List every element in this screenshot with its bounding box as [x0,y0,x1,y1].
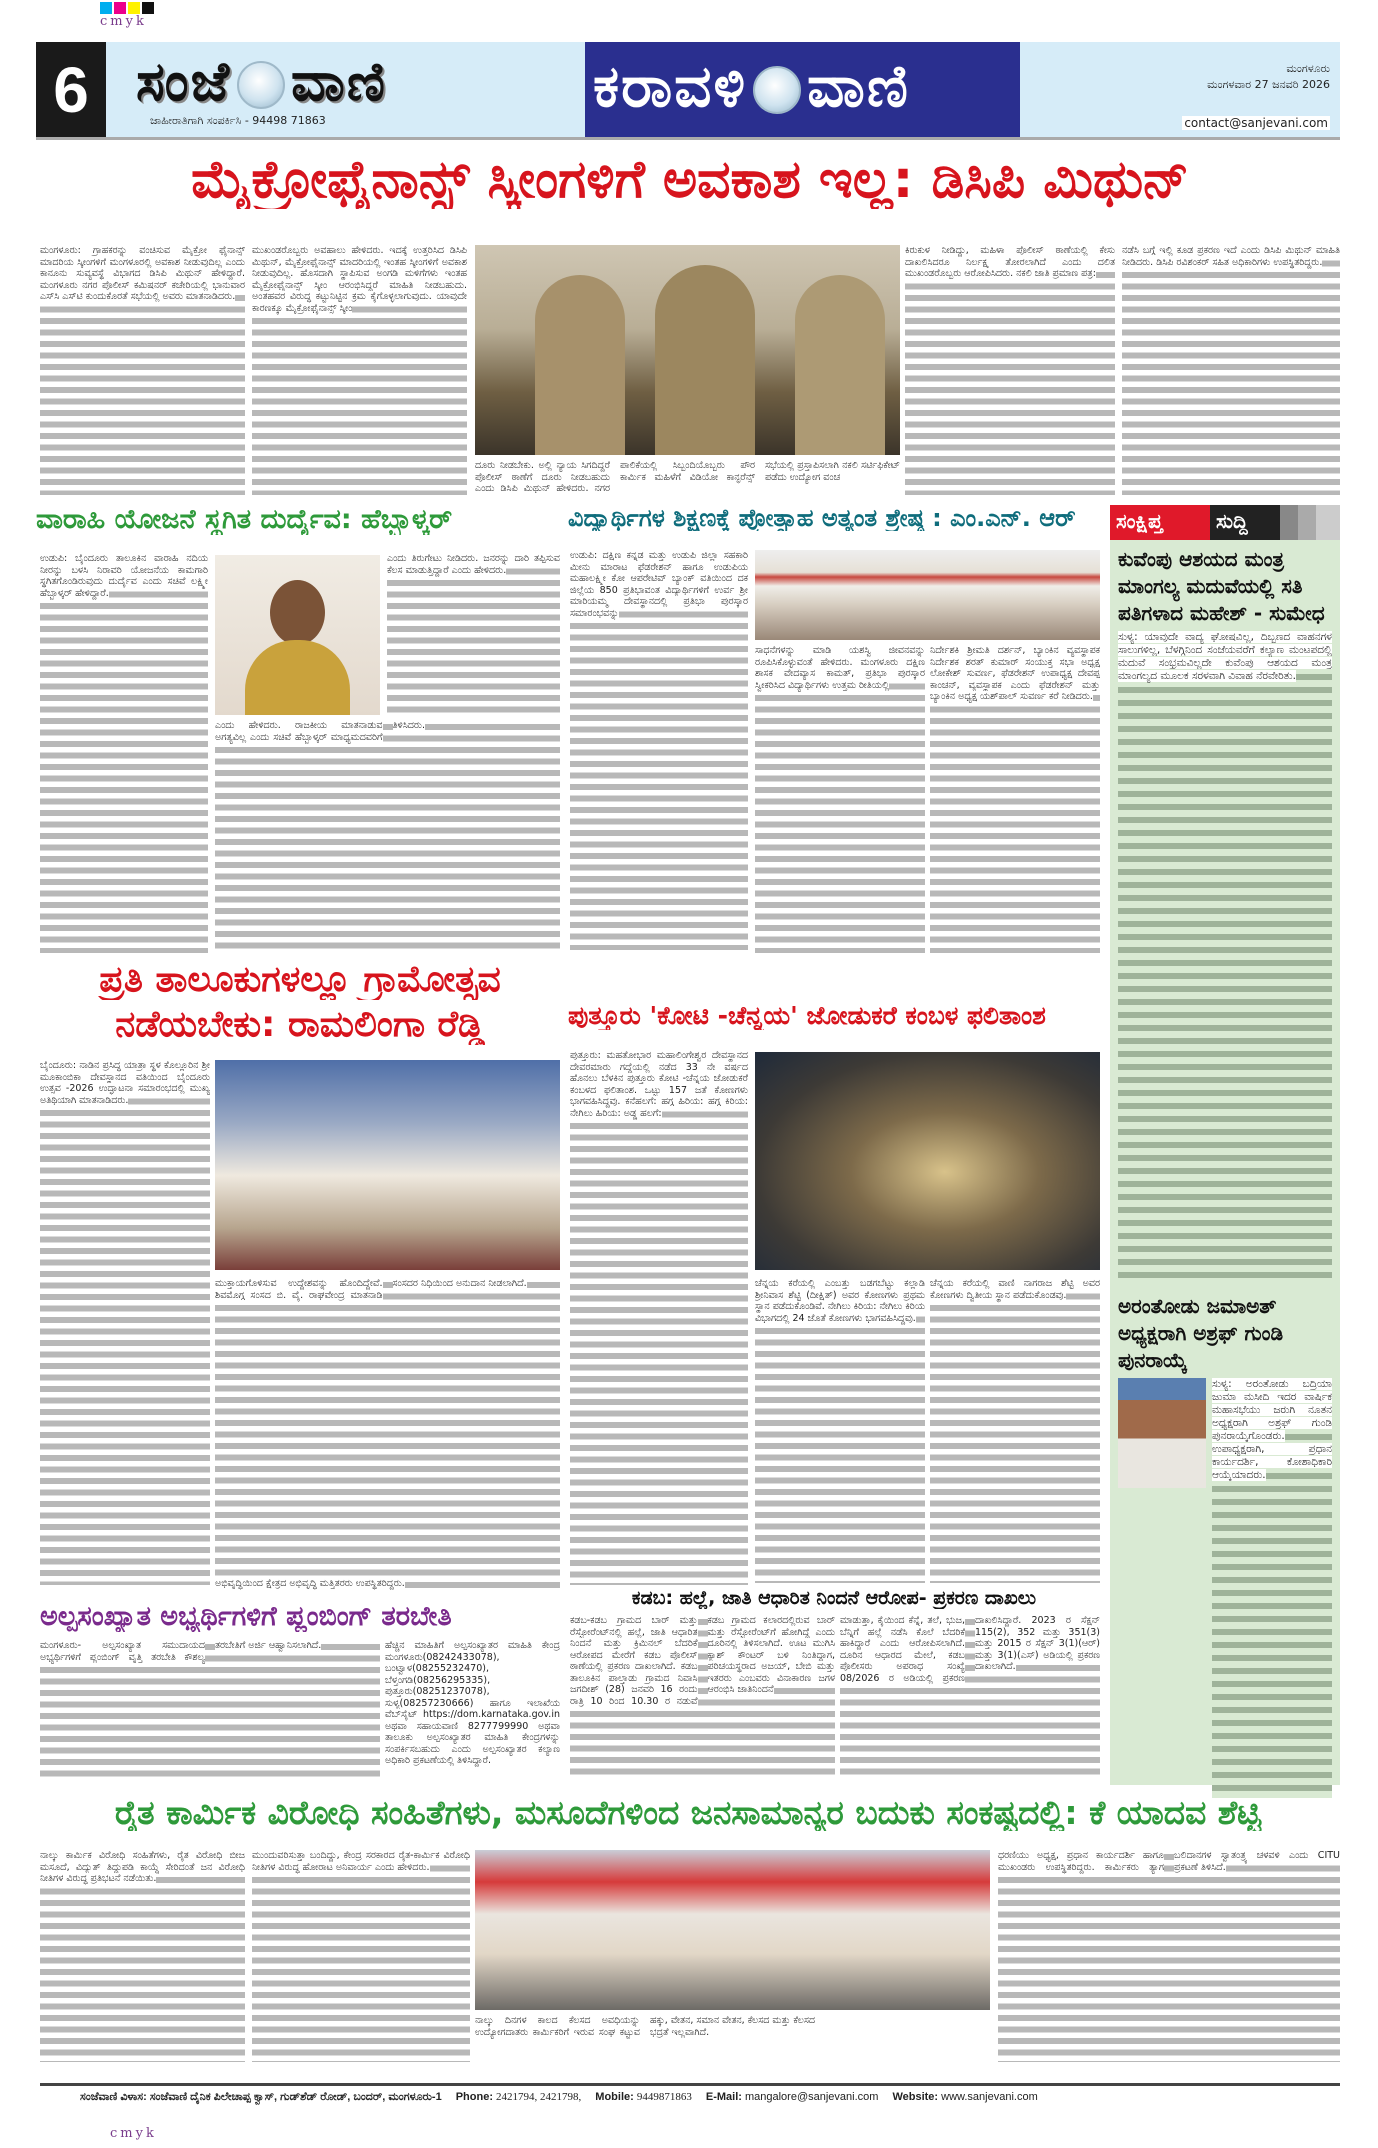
kadaba-body-2: ಮಾಡುತ್ತಾ, ಕೈಯಿಂದ ಕೆನ್ನೆ, ತಲೆ, ಭುಜ, ಬೆನ್ನಿಗೆ ಹಲ್ಲೆ ನಡೆಸಿ ಕೊಲೆ ಬೆದರಿಕೆ ಹಾಕಿದ್ದಾರೆ ಎಂದು ಆರೋಪಿಸಲಾಗಿದೆ. ದೂರಿನ ಆಧಾರದ ಮೇಲೆ, ಕಡಬ ಪೊಲೀಸರು ಅಪರಾಧ ಸಂಖ್ಯೆ 08/2026 ರ ಅಡಿಯಲ್ಲಿ ಪ್ರಕರಣ ದಾಖಲಿಸಿದ್ದಾರೆ. 2023 ರ ಸೆಕ್ಷನ್ 115(2), 352 ಮತ್ತು 351(3) ಮತ್ತು 2015 ರ ಸೆಕ್ಷನ್ 3(1)(ಆರ್) ಮತ್ತು 3(1)(ಎಸ್) ಅಡಿಯಲ್ಲಿ ಪ್ರಕರಣ ದಾಖಲಾಗಿದೆ. [840,1615,1100,1780]
lead-body-1: ಮಂಗಳೂರು: ಗ್ರಾಹಕರನ್ನು ವಂಚಿಸುವ ಮೈಕ್ರೋ ಫೈನಾನ್ಸ್ ಮಾದರಿಯ ಸ್ಕೀಂಗಳಿಗೆ ಮಂಗಳೂರಲ್ಲಿ ಅವಕಾಶ ನೀಡುವುದಿಲ್ಲ ಎಂದು ಕಾನೂನು ಸುವ್ಯವಸ್ಥೆ ವಿಭಾಗದ ಡಿಸಿಪಿ ಮಿಥುನ್ ಹೇಳಿದ್ದಾರೆ. ಮಂಗಳೂರು ನಗರ ಪೊಲೀಸ್ ಕಮಿಷನರ್ ಕಚೇರಿಯಲ್ಲಿ ಭಾನುವಾರ ಎಸ್‌ಸಿ ಎಸ್‌ಟಿ ಕುಂದುಕೊರತೆ ಸಭೆಯಲ್ಲಿ ಅವರು ಮಾತನಾಡಿದರು. [40,245,245,495]
footer-info: ಸಂಜೆವಾಣಿ ವಿಳಾಸ: ಸಂಜೆವಾಣಿ ದೈನಿಕ ಪಿಲೇಚಾಪ್ಪ ಕ್ವಾಸ್, ಗುಡ್‌ಶೆಡ್ ರೋಡ್, ಬಂದರ್, ಮಂಗಳೂರು-1 Phone: 2421794, 2421798, Mobile: 9449871863 E-Mail: mangalore@sanjevani.com Website: www.sanjevani.com [80,2091,1038,2103]
plumbing-body-1: ಮಂಗಳೂರು- ಅಲ್ಪಸಂಖ್ಯಾತ ಸಮುದಾಯದ ಅಭ್ಯರ್ಥಿಗಳಿಗೆ ಪ್ಲಂಬಿಂಗ್ ವೃತ್ತಿ ತರಬೇತಿ ಕೌಶಲ್ಯ ತರಬೇತಿಗೆ ಅರ್ಜಿ ಆಹ್ವಾನಿಸಲಾಗಿದೆ. [40,1640,380,1780]
brief-item-2-headline: ಅರಂತೋಡು ಜಮಾಅತ್ ಅಧ್ಯಕ್ಷರಾಗಿ ಅಶ್ರಫ್ ಗುಂಡಿ ಪುನರಾಯ್ಕೆ [1118,1294,1284,1372]
kambala-body-3: ಚೆನ್ನಯ ಕರೆಯಲ್ಲಿ ವಾಣಿ ನಾಗರಾಜ ಶೆಟ್ಟಿ ಅವರ ಕೋಣಗಳು ದ್ವಿತೀಯ ಸ್ಥಾನ ಪಡೆದುಕೊಂಡವು. [930,1278,1100,1583]
students-body-3: ನಿರ್ದೇಶಕಿ ಶ್ರೀಮತಿ ದರ್ಶನ್, ಬ್ಯಾಂಕಿನ ವ್ಯವಸ್ಥಾಪಕ ನಿರ್ದೇಶಕ ಶರತ್ ಕುಮಾರ್ ಸಂಯುಕ್ತ ಸಭಾ ಅಧ್ಯಕ್ಷ ಲೋಕೇಶ್ ಸುವರ್ಣ, ಫೆಡರೇಶನ್ ಉಪಾಧ್ಯಕ್ಷ ದೇವಪ್ಪ ಕಾಂಚನ್, ವ್ಯವಸ್ಥಾಪಕ ಎಂದು ಫೆಡರೇಶನ್ ಮತ್ತು ಬ್ಯಾಂಕಿನ ಅಧ್ಯಕ್ಷ ಯಶ್‌ಪಾಲ್ ಸುವರ್ಣ ಕರೆ ನೀಡಿದರು. [930,645,1100,953]
brief-item-2-portrait [1118,1378,1206,1488]
students-headline: ವಿದ್ಯಾರ್ಥಿಗಳ ಶಿಕ್ಷಣಕ್ಕೆ ಪ್ರೋತ್ಸಾಹ ಅತ್ಯಂತ ಶ್ರೇಷ್ಠ : ಎಂ.ಎನ್. ಆರ್ [568,505,1076,532]
bird-emblem-icon [237,61,285,109]
kadaba-body-1: ಕಡಬ-ಕಡಬ ಗ್ರಾಮದ ಬಾರ್ ಮತ್ತು ರೆಸ್ಟೋರೆಂಟ್‌ನಲ್ಲಿ ಹಲ್ಲೆ, ಜಾತಿ ಆಧಾರಿತ ನಿಂದನೆ ಮತ್ತು ಕ್ರಿಮಿನಲ್ ಬೆದರಿಕೆ ಆರೋಪದ ಮೇರೆಗೆ ಕಡಬ ಪೊಲೀಸ್ ಠಾಣೆಯಲ್ಲಿ ಪ್ರಕರಣ ದಾಖಲಾಗಿದೆ. ಕಡಬ ತಾಲೂಕಿನ ಪಾಲ್ತಾಡು ಗ್ರಾಮದ ನಿವಾಸಿ ಜಗದೀಶ್ (28) ಜನವರಿ 16 ರಂದು ರಾತ್ರಿ 10 ರಿಂದ 10.30 ರ ನಡುವೆ ಕಡಬ ಗ್ರಾಮದ ಕಲಾರದಲ್ಲಿರುವ ಬಾರ್ ಮತ್ತು ರೆಸ್ಟೋರೆಂಟ್‌ಗೆ ಹೋಗಿದ್ದೆ ಎಂದು ದೂರಿನಲ್ಲಿ ತಿಳಿಸಲಾಗಿದೆ. ಊಟ ಮುಗಿಸಿ ಕ್ಯಾಶ್ ಕೌಂಟರ್ ಬಳಿ ನಿಂತಿದ್ದಾಗ, ಪರಿಚಯಸ್ಥರಾದ ಅಜಯ್, ಬೇಬಿ ಮತ್ತು ಇತರರು ಎಂಬವರು ವಿನಾಕಾರಣ ಜಗಳ ಆರಂಭಿಸಿ ಜಾತಿನಿಂದನೆ [570,1615,835,1780]
lead-body-2: ಮುಖಂಡರೊಬ್ಬರು ಅವಹಾಲು ಹೇಳಿದರು. ಇದಕ್ಕೆ ಉತ್ತರಿಸಿದ ಡಿಸಿಪಿ ಮಿಥುನ್, ಮೈಕ್ರೋಫೈನಾನ್ಸ್ ಮಾದರಿಯಲ್ಲಿ ಇಂತಹ ಸ್ಕೀಂಗಳಿಗೆ ಅವಕಾಶ ನೀಡುವುದಿಲ್ಲ. ಹೊಸದಾಗಿ ಸ್ಥಾಪಿಸುವ ಅಂಗಡಿ ಮಳಿಗೆಗಳು ಇಂತಹ ಮೈಕ್ರೋಫೈನಾನ್ಸ್ ಸ್ಕೀಂ ಆರಂಭಿಸಿದ್ದರೆ ಮಾಹಿತಿ ನೀಡಬಹುದು. ಅಂತಹವರ ವಿರುದ್ಧ ಕಟ್ಟುನಿಟ್ಟಿನ ಕ್ರಮ ಕೈಗೊಳ್ಳಲಾಗುವುದು. ಯಾವುದೇ ಕಾರಣಕ್ಕೂ ಮೈಕ್ರೋಫೈನಾನ್ಸ್ ಸ್ಕೀಂ [252,245,467,495]
footer-phone: 2421794, 2421798, [496,2091,582,2103]
bird-emblem-icon [753,66,801,114]
kambala-body-1: ಪುತ್ತೂರು: ಮಹತೋಭಾರ ಮಹಾಲಿಂಗೇಶ್ವರ ದೇವಸ್ಥಾನದ ದೇವರಮಾರು ಗದ್ದೆಯಲ್ಲಿ ನಡೆದ 33 ನೇ ವರ್ಷದ ಹೊನಲು ಬೆಳಕಿನ ಪುತ್ತೂರು ಕೋಟಿ -ಚೆನ್ನಯ ಜೋಡುಕರೆ ಕಂಬಳದ ಫಲಿತಾಂಶ. ಒಟ್ಟು 157 ಜತೆ ಕೋಣಗಳು ಭಾಗವಹಿಸಿದ್ದವು. ಕನೆಹಲಗೆ: ಹಗ್ಗ ಹಿರಿಯ: ಹಗ್ಗ ಕಿರಿಯ: ನೇಗಿಲು ಹಿರಿಯ: ಅಡ್ಡ ಹಲಗೆ: [570,1050,748,1585]
lead-body-3: ಕಿರುಕುಳ ನೀಡಿದ್ದು, ಮಹಿಳಾ ಪೊಲೀಸ್ ಠಾಣೆಯಲ್ಲಿ ಕೇಸು ದಾಖಲಿಸಿದರೂ ನಿರ್ಲಕ್ಷ್ಯ ತೋರಲಾಗಿದೆ ಎಂದು ದಲಿತ ಮುಖಂಡರೊಬ್ಬರು ಆರೋಪಿಸಿದರು. ನಕಲಿ ಜಾತಿ ಪ್ರಮಾಣ ಪತ್ರ: [905,245,1115,495]
varahi-body-2: ಎಂದು ತಿರುಗೇಟು ನೀಡಿದರು. ಜನರನ್ನು ದಾರಿ ತಪ್ಪಿಸುವ ಕೆಲಸ ಮಾಡುತ್ತಿದ್ದಾರೆ ಎಂದು ಹೇಳಿದರು. [387,553,560,718]
footer-email: mangalore@sanjevani.com [744,2091,879,2103]
lead-headline: ಮೈಕ್ರೋಫೈನಾನ್ಸ್ ಸ್ಕೀಂಗಳಿಗೆ ಅವಕಾಶ ಇಲ್ಲ: ಡಿಸಿಪಿ ಮಿಥುನ್ [191,152,1189,210]
masthead-rule [36,137,1340,140]
brief-label-red: ಸಂಕ್ಷಿಪ್ತ [1110,505,1210,540]
cmyk-swatches [100,2,154,14]
lead-body-4: ನಡೆಸಿ ಬಗ್ಗೆ ಇಲ್ಲಿ ಕೂಡ ಪ್ರಕರಣ ಇದೆ ಎಂದು ಡಿಸಿಪಿ ಮಿಥುನ್ ಮಾಹಿತಿ ನೀಡಿದರು. ಡಿಸಿಪಿ ರವಿಶಂಕರ್ ಸಹಿತ ಅಧಿಕಾರಿಗಳು ಉಪಸ್ಥಿತರಿದ್ದರು. [1122,245,1340,495]
varahi-photo-minister [215,555,380,715]
footer-website: www.sanjevani.com [941,2091,1038,2103]
brief-item-1-body: ಸುಳ್ಯ: ಯಾವುದೇ ವಾದ್ಯ ಘೋಷವಿಲ್ಲ, ದಿಬ್ಬಣದ ವಾಹನಗಳ ಸಾಲುಗಳಿಲ್ಲ, ಬೆಳಗ್ಗಿನಿಂದ ಸಂಜೆಯವರೆಗೆ ಕಲ್ಯಾಣ ಮಂಟಪದಲ್ಲಿ ಮದುವೆ ಸಂಭ್ರಮವಿಲ್ಲದೇ ಕುವೆಂಪು ಆಶಯದ ಮಂತ್ರ ಮಾಂಗಲ್ಯದ ಮೂಲಕ ಸರಳವಾಗಿ ವಿವಾಹ ನೆರವೇರಿತು. [1118,631,1332,1281]
brief-item-2-body: ಸುಳ್ಯ: ಅರಂತೋಡು ಬದ್ರಿಯಾ ಜುಮಾ ಮಸೀದಿ ಇದರ ವಾರ್ಷಿಕ ಮಹಾಸಭೆಯು ಜರುಗಿ ನೂತನ ಅಧ್ಯಕ್ಷರಾಗಿ ಅಶ್ರಫ್ ಗುಂಡಿ ಪುನರಾಯ್ಕೆಗೊಂಡರು. ಉಪಾಧ್ಯಕ್ಷರಾಗಿ, ಪ್ರಧಾನ ಕಾರ್ಯದರ್ಶಿ, ಕೋಶಾಧಿಕಾರಿ ಆಯ್ಕೆಯಾದರು. [1212,1378,1332,1798]
students-photo-group [755,550,1100,640]
taluk-body-1: ಬೈಂದೂರು: ನಾಡಿನ ಪ್ರಸಿದ್ಧ ಯಾತ್ರಾ ಸ್ಥಳ ಕೊಲ್ಲೂರಿನ ಶ್ರೀ ಮೂಕಾಂಬಿಕಾ ದೇವಸ್ಥಾನದ ವತಿಯಿಂದ ಬೈಂದೂರು ಉತ್ಸವ -2026 ಉದ್ಘಾಟನಾ ಸಮಾರಂಭದಲ್ಲಿ ಮುಖ್ಯ ಅತಿಥಿಯಾಗಿ ಮಾತನಾಡಿದರು. [40,1060,210,1585]
masthead-right [1020,42,1340,137]
students-body-2: ಸಾಧನೆಗಳನ್ನು ಮಾಡಿ ಯಶಸ್ವಿ ಜೀವನವನ್ನು ರೂಪಿಸಿಕೊಳ್ಳುವಂತೆ ಹೇಳಿದರು. ಮಂಗಳೂರು ದಕ್ಷಿಣ ಶಾಸಕ ವೇದವ್ಯಾಸ ಕಾಮತ್, ಪ್ರತಿಭಾ ಪುರಸ್ಕಾರ ಸ್ವೀಕರಿಸಿದ ವಿದ್ಯಾರ್ಥಿಗಳು ಉತ್ತಮ ರೀತಿಯಲ್ಲಿ [755,645,925,953]
cmyk-label-bottom: cmyk [110,2126,157,2141]
lead-photo-police-officers [475,245,900,455]
farmers-body-3: ಧರಣಿಯು ಅಧ್ಯಕ್ಷ, ಪ್ರಧಾನ ಕಾರ್ಯದರ್ಶಿ ಹಾಗೂ ಮುಖಂಡರು ಉಪಸ್ಥಿತರಿದ್ದರು. ಕಾರ್ಮಿಕರು ತ್ಯಾಗ ಬಲಿದಾನಗಳ ಸ್ವಾತಂತ್ರ್ಯ ಚಳವಳಿ ಎಂದು CITU ಪ್ರಕಟಣೆ ತಿಳಿಸಿದೆ. [998,1850,1340,2062]
taluk-headline-1: ಪ್ರತಿ ತಾಲೂಕುಗಳಲ್ಲೂ ಗ್ರಾಮೋತ್ಸವ [99,960,501,1000]
plumbing-body-2: ಹೆಚ್ಚಿನ ಮಾಹಿತಿಗೆ ಅಲ್ಪಸಂಖ್ಯಾತರ ಮಾಹಿತಿ ಕೇಂದ್ರ ಮಂಗಳೂರು(08242433078), ಬಂಟ್ವಾಳ(08255232470), ಬೆಳ್ತಂಗಡಿ(08256295335), ಪುತ್ತೂರು(08251237078), ಸುಳ್ಯ(08257230666) ಹಾಗೂ ಇಲಾಖೆಯ ವೆಬ್‌ಸೈಟ್ https://dom.karnataka.gov.in ಅಥವಾ ಸಹಾಯವಾಣಿ 8277799990 ಅಥವಾ ತಾಲೂಕು ಅಲ್ಪಸಂಖ್ಯಾತರ ಮಾಹಿತಿ ಕೇಂದ್ರಗಳನ್ನು ಸಂಪರ್ಕಿಸಬಹುದು ಎಂದು ಅಲ್ಪಸಂಖ್ಯಾತರ ಕಲ್ಯಾಣ ಅಧಿಕಾರಿ ಪ್ರಕಟಣೆಯಲ್ಲಿ ತಿಳಿಸಿದ್ದಾರೆ. [385,1640,560,1780]
plumbing-headline: ಅಲ್ಪಸಂಖ್ಯಾತ ಅಭ್ಯರ್ಥಿಗಳಿಗೆ ಪ್ಲಂಬಿಂಗ್ ತರಬೇತಿ [40,1602,452,1632]
taluk-body-2: ಮುಕ್ತಾಯಗೊಳಿಸುವ ಉದ್ದೇಶವನ್ನು ಹೊಂದಿದ್ದೇವೆ. ಶಿವಮೊಗ್ಗ ಸಂಸದ ಬಿ. ವೈ. ರಾಘವೇಂದ್ರ ಮಾತನಾಡಿ ಸಂಸದರ ನಿಧಿಯಿಂದ ಅನುದಾನ ನೀಡಲಾಗಿದೆ. [215,1278,560,1576]
varahi-body-3: ಎಂದು ಹೇಳಿದರು. ರಾಜಕೀಯ ಮಾತನಾಡುವ ಅಗತ್ಯವಿಲ್ಲ ಎಂದು ಸಚಿವೆ ಹೆಬ್ಬಾಳ್ಕರ್ ಮಾಧ್ಯಮದವರಿಗೆ ತಿಳಿಸಿದರು. [215,720,560,953]
kambala-headline: ಪುತ್ತೂರು 'ಕೋಟಿ -ಚೆನ್ನಯ' ಜೋಡುಕರೆ ಕಂಬಳ ಫಲಿತಾಂಶ [568,1002,1046,1030]
taluk-photo-inauguration [215,1060,560,1270]
footer-address: ಸಂಜೆವಾಣಿ ವಿಳಾಸ: ಸಂಜೆವಾಣಿ ದೈನಿಕ ಪಿಲೇಚಾಪ್ಪ ಕ್ವಾಸ್, ಗುಡ್‌ಶೆಡ್ ರೋಡ್, ಬಂದರ್, ಮಂಗಳೂರು-1 [80,2091,442,2103]
farmers-headline: ರೈತ ಕಾರ್ಮಿಕ ವಿರೋಧಿ ಸಂಹಿತೆಗಳು, ಮಸೂದೆಗಳಿಂದ ಜನಸಾಮಾನ್ಯರ ಬದುಕು ಸಂಕಷ್ಟದಲ್ಲಿ: ಕೆ ಯಾದವ ಶೆಟ್ಟಿ [114,1795,1262,1832]
lead-caption: ದೂರು ನೀಡಬೇಕು. ಅಲ್ಲಿ ನ್ಯಾಯ ಸಿಗದಿದ್ದರೆ ಪೊಲೀಸ್ ಠಾಣೆಗೆ ದೂರು ನೀಡಬಹುದು ಎಂದು ಡಿಸಿಪಿ ಮಿಥುನ್ ಹೇಳಿದರು. ನಗರ ಪಾಲಿಕೆಯಲ್ಲಿ ಸಿಬ್ಬಂದಿಯೊಬ್ಬರು ಪೌರ ಕಾರ್ಮಿಕ ಮಹಿಳೆಗೆ ವಿಡಿಯೋ ಕಾನ್ಫರೆನ್ಸ್ ಸಭೆಯಲ್ಲಿ ಪ್ರಸ್ತಾಪಿಸಲಾಗಿ ನಕಲಿ ಸರ್ಟಿಫಿಕೇಟ್ ಪಡೆದು ಉದ್ಯೋಗ ವಂಚ [475,460,900,494]
brief-label [1110,505,1340,540]
page-number: 6 [36,42,106,137]
kadaba-headline: ಕಡಬ: ಹಲ್ಲೆ, ಜಾತಿ ಆಧಾರಿತ ನಿಂದನೆ ಆರೋಪ- ಪ್ರಕರಣ ದಾಖಲು [631,1588,1037,1609]
footer-rule [40,2083,1340,2086]
edition-date: ಮಂಗಳವಾರ 27 ಜನವರಿ 2026 [1207,78,1330,91]
farmers-body-2: ಮುಂದುವರಿಸುತ್ತಾ ಬಂದಿದ್ದು, ಕೇಂದ್ರ ಸರಕಾರದ ರೈತ-ಕಾರ್ಮಿಕ ವಿರೋಧಿ ನೀತಿಗಳ ವಿರುದ್ಧ ಹೋರಾಟ ಅನಿವಾರ್ಯ ಎಂದು ಹೇಳಿದರು. [252,1850,470,2062]
sanjevani-logo: ಸಂಜೆ ವಾಣಿ [136,50,388,113]
farmers-caption: ನಾಲ್ಕು ದಿನಗಳ ಕಾಲದ ಕೆಲಸದ ಅವಧಿಯನ್ನು ಉದ್ಯೋಗದಾತರು ಕಾರ್ಮಿಕರಿಗೆ ಇರುವ ಸಂಘ ಕಟ್ಟುವ ಹಕ್ಕು, ವೇತನ, ಸಮಾನ ವೇತನ, ಕೆಲಸದ ಮತ್ತು ಕೆಲಸದ ಭದ್ರತೆ ಇಲ್ಲವಾಗಿದೆ. [475,2015,816,2038]
taluk-headline-2: ನಡೆಯಬೇಕು: ರಾಮಲಿಂಗಾ ರೆಡ್ಡಿ [115,1005,485,1045]
masthead-left [106,42,585,137]
brief-item-1-headline: ಕುವೆಂಪು ಆಶಯದ ಮಂತ್ರ ಮಾಂಗಲ್ಯ ಮದುವೆಯಲ್ಲಿ ಸತಿ ಪತಿಗಳಾದ ಮಹೇಶ್ - ಸುಮೇಧ [1118,547,1325,625]
farmers-body-1: ನಾಲ್ಕು ಕಾರ್ಮಿಕ ವಿರೋಧಿ ಸಂಹಿತೆಗಳು, ರೈತ ವಿರೋಧಿ ಬೀಜ ಮಸೂದೆ, ವಿದ್ಯುತ್ ತಿದ್ದುಪಡಿ ಕಾಯ್ದೆ ಸೇರಿದಂತೆ ಜನ ವಿರೋಧಿ ನೀತಿಗಳ ವಿರುದ್ಧ ಪ್ರತಿಭಟನೆ ನಡೆಯಿತು. [40,1850,245,2062]
brief-sidebar [1110,540,1340,1785]
varahi-headline: ವಾರಾಹಿ ಯೋಜನೆ ಸ್ಥಗಿತ ದುರ್ದೈವ: ಹೆಬ್ಬಾಳ್ಕರ್ [36,505,453,535]
edition-city: ಮಂಗಳೂರು [1286,62,1330,75]
students-body-1: ಉಡುಪಿ: ದಕ್ಷಿಣ ಕನ್ನಡ ಮತ್ತು ಉಡುಪಿ ಜಿಲ್ಲಾ ಸಹಕಾರಿ ಮೀನು ಮಾರಾಟ ಫೆಡರೇಶನ್ ಹಾಗೂ ಉಡುಪಿಯ ಮಹಾಲಕ್ಷ್ಮೀ ಕೋ ಆಪರೇಟಿವ್ ಬ್ಯಾಂಕ್ ವತಿಯಿಂದ ದಕ ಜಿಲ್ಲೆಯ 850 ಪ್ರತಿಭಾವಂತ ವಿದ್ಯಾರ್ಥಿಗಳಿಗೆ ಉರ್ವ ಶ್ರೀ ಮಾರಿಯಮ್ಮ ದೇವಸ್ಥಾನದಲ್ಲಿ ಪ್ರತಿಭಾ ಪುರಸ್ಕಾರ ಸಮಾರಂಭವನ್ನು [570,550,748,950]
brief-label-black: ಸುದ್ದಿ [1210,505,1280,540]
ad-contact: ಜಾಹೀರಾತಿಗಾಗಿ ಸಂಪರ್ಕಿಸಿ - 94498 71863 [150,114,326,127]
cmyk-label-top: cmyk [100,14,147,29]
farmers-photo-protest [475,1850,990,2010]
contact-email: contact@sanjevani.com [1184,116,1328,130]
kambala-photo-race [755,1052,1100,1270]
kambala-body-2: ಚೆನ್ನಯ ಕರೆಯಲ್ಲಿ ಎಂಬತ್ತು ಬಡಗಬೆಟ್ಟು ಕಲ್ಲಾಡಿ ಶ್ರೀನಿವಾಸ ಶೆಟ್ಟಿ (ದೀಕ್ಷಿತ್) ಅವರ ಕೋಣಗಳು ಪ್ರಥಮ ಸ್ಥಾನ ಪಡೆದುಕೊಂಡಿವೆ. ನೇಗಿಲು ಕಿರಿಯ: ನೇಗಿಲು ಕಿರಿಯ ವಿಭಾಗದಲ್ಲಿ 24 ಜೊತೆ ಕೋಣಗಳು ಭಾಗವಹಿಸಿದ್ದವು. [755,1278,925,1583]
karavali-vani-logo: ಕರಾವಳಿ ವಾಣಿ [585,42,1020,137]
taluk-body-3: ಅಭಿವೃದ್ಧಿಯಿಂದ ಕ್ಷೇತ್ರದ ಅಭಿವೃದ್ಧಿ ಮತ್ತಿತರರು ಉಪಸ್ಥಿತರಿದ್ದರು. [215,1578,560,1592]
varahi-body-1: ಉಡುಪಿ: ಬೈಂದೂರು ತಾಲೂಕಿನ ವಾರಾಹಿ ನದಿಯ ನೀರನ್ನು ಬಳಸಿ ನಿರಾವರಿ ಯೋಜನೆಯ ಕಾಮಗಾರಿ ಸ್ಥಗಿತಗೊಂಡಿರುವುದು ದುರ್ದೈವ ಎಂದು ಸಚಿವೆ ಲಕ್ಷ್ಮೀ ಹೆಬ್ಬಾಳ್ಕರ್ ಹೇಳಿದ್ದಾರೆ. [40,553,208,953]
footer-mobile: 9449871863 [636,2091,692,2103]
